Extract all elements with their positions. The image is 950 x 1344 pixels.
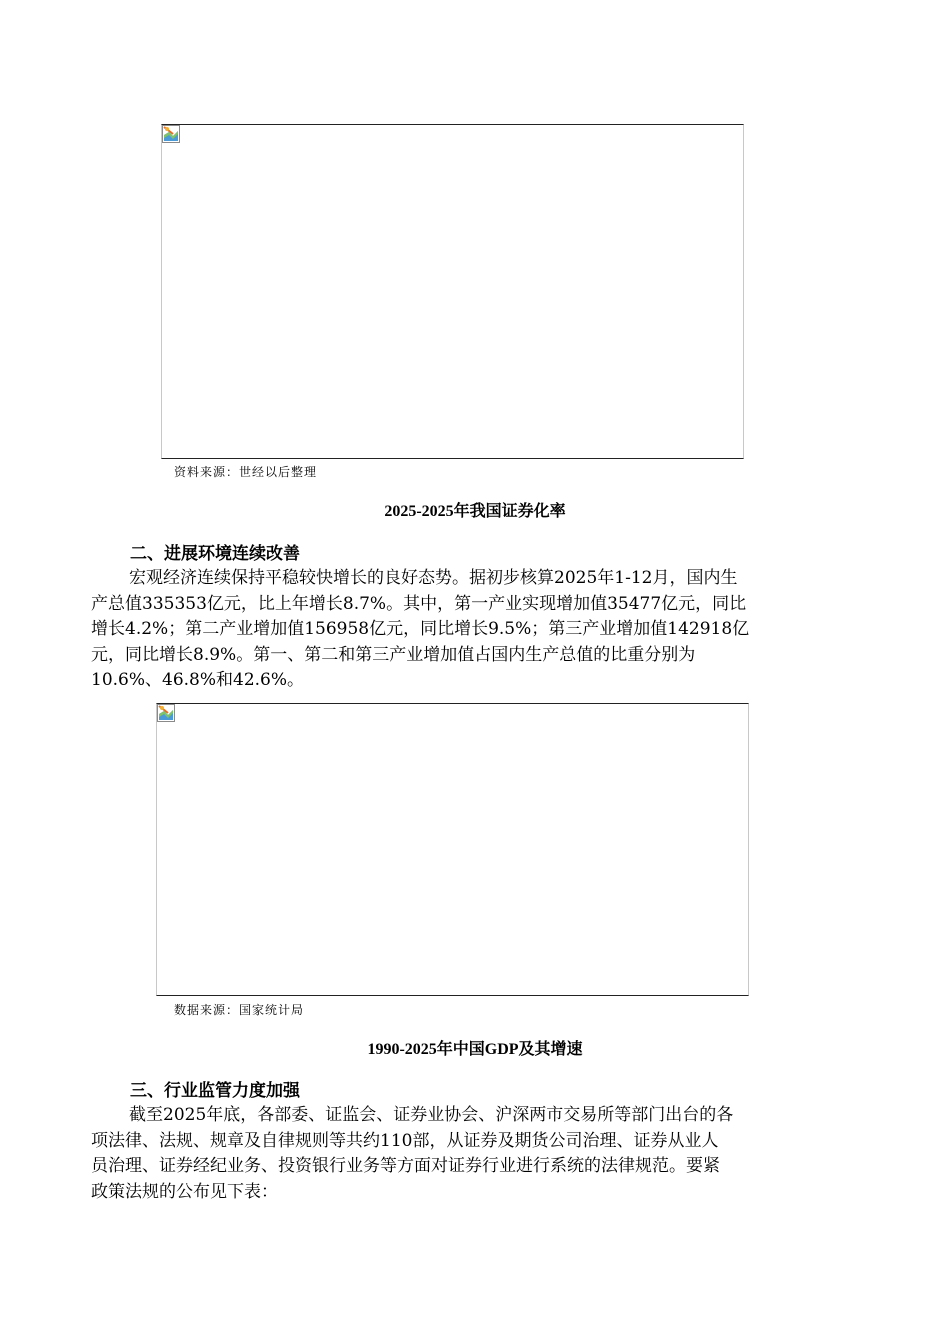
- broken-image-icon: [157, 704, 175, 722]
- paragraph-line: 元，同比增长8.9%。第一、第二和第三产业增加值占国内生产总值的比重分别为: [91, 644, 696, 665]
- section-2-heading: 二、进展环境连续改善: [130, 544, 300, 564]
- figure-2-image-frame: [156, 703, 749, 996]
- figure-1-source: 资料来源：世经以后整理: [174, 465, 318, 479]
- figure-1-caption: 2025-2025年我国证券化率: [384, 503, 566, 520]
- paragraph-line: 增长4.2%；第二产业增加值156958亿元，同比增长9.5%；第三产业增加值142918亿: [91, 619, 750, 639]
- figure-2-caption: 1990-2025年中国GDP及其增速: [367, 1041, 583, 1058]
- section-3-paragraph: [91, 1103, 816, 1205]
- section-2-paragraph: [91, 566, 816, 694]
- paragraph-line: 10.6%、46.8%和42.6%。: [91, 670, 305, 690]
- paragraph-line: 项法律、法规、规章及自律规则等共约110部，从证券及期货公司治理、证券从业人: [91, 1130, 719, 1151]
- broken-image-icon: [162, 125, 180, 143]
- figure-1-image-frame: [161, 124, 744, 459]
- section-3-heading: 三、行业监管力度加强: [130, 1081, 300, 1101]
- paragraph-line: 宏观经济连续保持平稳较快增长的良好态势。据初步核算2025年1-12月，国内生: [129, 568, 738, 588]
- paragraph-line: 员治理、证券经纪业务、投资银行业务等方面对证券行业进行系统的法律规范。要紧: [91, 1156, 720, 1176]
- paragraph-line: 产总值335353亿元，比上年增长8.7%。其中，第一产业实现增加值35477亿元，同比: [91, 593, 747, 614]
- paragraph-line: 截至2025年底，各部委、证监会、证券业协会、沪深两市交易所等部门出台的各: [129, 1105, 734, 1125]
- figure-2-source: 数据来源：国家统计局: [174, 1003, 305, 1017]
- paragraph-line: 政策法规的公布见下表：: [91, 1181, 278, 1202]
